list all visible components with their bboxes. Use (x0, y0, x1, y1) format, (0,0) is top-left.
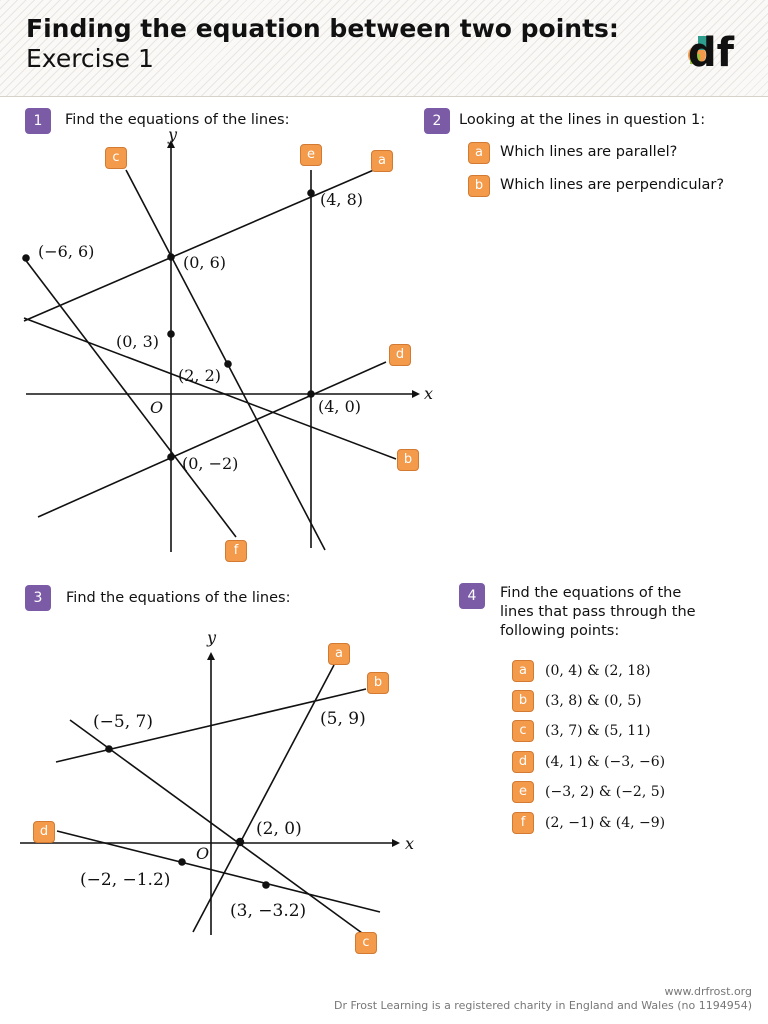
q4-tag-c: c (512, 720, 534, 742)
q3-tag-c: c (355, 932, 377, 954)
q1-origin-label: O (150, 398, 164, 417)
q3-text: Find the equations of the lines: (66, 590, 291, 606)
q4-part-a-text: (0, 4) & (2, 18) (545, 663, 651, 679)
q2-text: Looking at the lines in question 1: (459, 112, 706, 128)
q1-label-0-3: (0, 3) (116, 332, 160, 351)
q1-y-label: y (168, 125, 178, 144)
q1-tag-e: e (300, 144, 322, 166)
q3-point-3-neg3.2 (262, 881, 270, 889)
title-bold: Finding the equation between two points: (26, 14, 619, 43)
q2-part-b-text: Which lines are perpendicular? (500, 177, 725, 193)
q3-line-a (193, 665, 334, 932)
q3-point-neg2-neg1.2 (178, 858, 186, 866)
q1-label-neg6-6: (−6, 6) (38, 242, 95, 261)
q3-origin-label: O (196, 844, 210, 863)
q4-tag-b: b (512, 690, 534, 712)
q4-number-badge: 4 (459, 583, 485, 609)
footer-charity-text: Dr Frost Learning is a registered charity in England and Wales (no 1194954) (333, 999, 752, 1012)
q3-label-3-neg3.2: (3, −3.2) (230, 901, 307, 921)
q1-number-badge: 1 (25, 108, 51, 134)
q3-x-label: x (405, 834, 415, 853)
q1-label-4-0: (4, 0) (318, 397, 362, 416)
q1-tag-a: a (371, 150, 393, 172)
q4-part-e-text: (−3, 2) & (−2, 5) (545, 784, 666, 800)
q3-label-5-9: (5, 9) (320, 709, 366, 729)
q2-part-a-text: Which lines are parallel? (500, 144, 678, 160)
q3-label-neg2-neg1.2: (−2, −1.2) (80, 870, 171, 890)
q3-x-arrow (392, 839, 400, 847)
q1-label-2-2: (2, 2) (178, 366, 222, 385)
q3-y-arrow (207, 652, 215, 660)
q4-text-line-3: following points: (500, 623, 620, 639)
q1-label-0-neg2: (0, −2) (182, 454, 239, 473)
q1-x-label: x (424, 384, 434, 403)
q4-text (500, 584, 696, 641)
q1-tag-c: c (105, 147, 127, 169)
q2-tag-a: a (468, 142, 490, 164)
q4-part-f-text: (2, −1) & (4, −9) (545, 815, 666, 831)
q4-part-d-text: (4, 1) & (−3, −6) (545, 754, 666, 770)
q1-tag-d: d (389, 344, 411, 366)
q4-tag-d: d (512, 751, 534, 773)
q4-tag-a: a (512, 660, 534, 682)
q1-text: Find the equations of the lines: (65, 112, 290, 128)
q4-tag-e: e (512, 781, 534, 803)
q3-number-badge: 3 (25, 585, 51, 611)
q3-label-neg5-7: (−5, 7) (93, 712, 153, 732)
q3-point-2-0 (236, 838, 244, 846)
footer-url[interactable]: www.drfrost.org (664, 985, 752, 998)
q3-tag-a: a (328, 643, 350, 665)
q4-text-line-2: lines that pass through the (500, 604, 696, 620)
q4-text-line-1: Find the equations of the (500, 585, 682, 601)
q1-label-4-8: (4, 8) (320, 190, 364, 209)
q1-tag-f: f (225, 540, 247, 562)
q4-tag-f: f (512, 812, 534, 834)
q3-label-2-0: (2, 0) (256, 819, 302, 839)
q4-part-b-text: (3, 8) & (0, 5) (545, 693, 642, 709)
title-rest: Exercise 1 (26, 44, 154, 73)
q3-line-c (70, 720, 362, 933)
q2-number-badge: 2 (424, 108, 450, 134)
q4-part-c-text: (3, 7) & (5, 11) (545, 723, 651, 739)
q2-tag-b: b (468, 175, 490, 197)
q1-tag-b: b (397, 449, 419, 471)
q3-tag-b: b (367, 672, 389, 694)
q1-label-0-6: (0, 6) (183, 253, 227, 272)
q3-tag-d: d (33, 821, 55, 843)
q3-y-label: y (207, 628, 217, 647)
q3-point-neg5-7 (105, 745, 113, 753)
logo-text: df (688, 30, 735, 72)
